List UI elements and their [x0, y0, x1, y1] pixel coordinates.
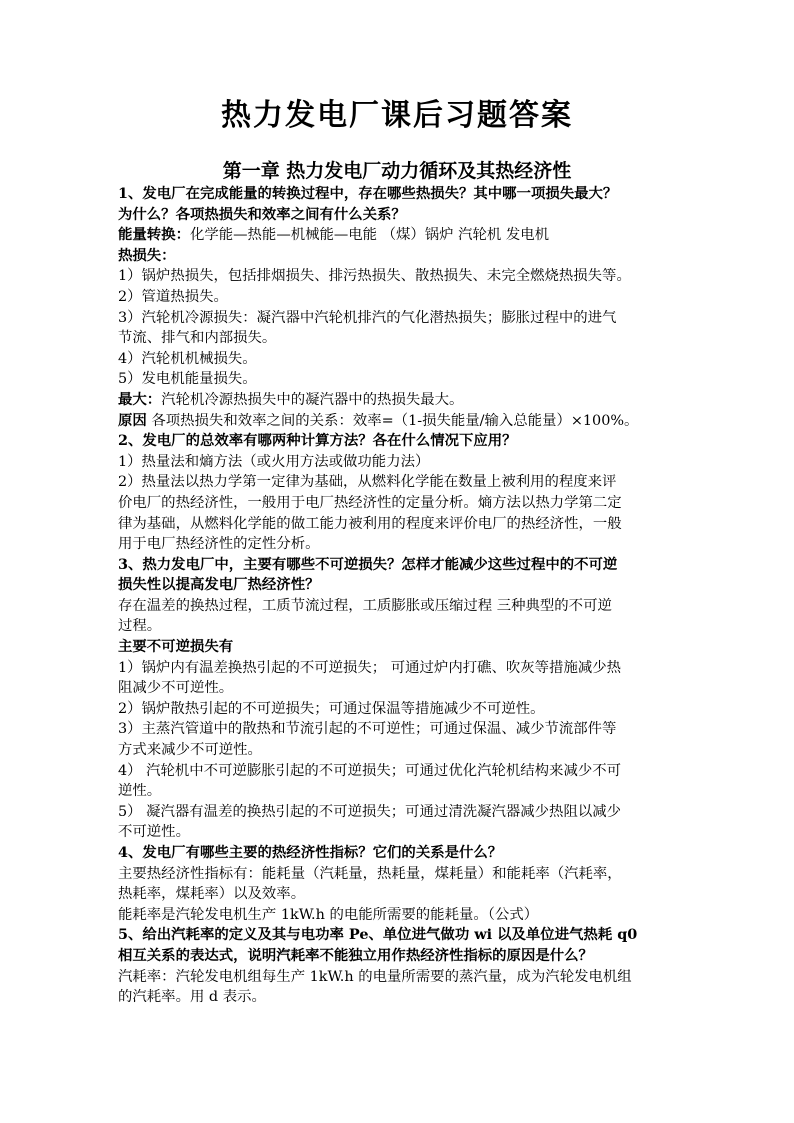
question-line: 损失性以提高发电厂热经济性？	[118, 576, 320, 594]
question-line: 相互关系的表达式，说明汽耗率不能独立用作热经济性指标的原因是什么？	[118, 946, 593, 964]
answer-line: 1）锅炉热损失，包括排烟损失、排污热损失、散热损失、未完全燃烧热损失等。	[118, 268, 631, 285]
answer-line: 用于电厂热经济性的定性分析。	[118, 536, 320, 553]
answer-line: 热耗率，煤耗率）以及效率。	[118, 886, 306, 903]
answer-line: 3）主蒸汽管道中的散热和节流引起的不可逆性；可通过保温、减少节流部件等	[118, 721, 617, 738]
answer-line: 不可逆性。	[118, 824, 190, 841]
answer-line: 逆性。	[118, 783, 162, 800]
answer-line: 4）汽轮机机械损失。	[118, 350, 257, 367]
answer-line: 1）热量法和熵方法（或火用方法或做功能力法）	[118, 453, 430, 470]
answer-line: 过程。	[118, 618, 162, 635]
question-line: 为什么？各项热损失和效率之间有什么关系？	[118, 205, 406, 223]
answer-line: 存在温差的换热过程，工质节流过程，工质膨胀或压缩过程 三种典型的不可逆	[118, 597, 612, 614]
answer-line: 2）管道热损失。	[118, 288, 228, 305]
answer-line: 能耗率是汽轮发电机生产 1kW.h 的电能所需要的能耗量。（公式）	[118, 906, 539, 923]
question-line: 1、发电厂在完成能量的转换过程中，存在哪些热损失？其中哪一项损失最大？	[118, 185, 618, 202]
labeled-line	[118, 390, 698, 411]
line-label: 原因	[118, 411, 147, 429]
answer-line: 主要热经济性指标有：能耗量（汽耗量，热耗量，煤耗量）和能耗率（汽耗率，	[118, 865, 622, 882]
question-line: 5、给出汽耗率的定义及其与电功率 Pe、单位进气做功 wi 以及单位进气热耗 q0	[118, 926, 638, 944]
answer-line: 方式来减少不可逆性。	[118, 742, 262, 759]
question-line: 4、发电厂有哪些主要的热经济性指标？它们的关系是什么？	[118, 844, 503, 861]
answer-line: 阻减少不可逆性。	[118, 680, 234, 697]
question-line: 主要不可逆损失有	[118, 638, 234, 656]
question-line: 3、热力发电厂中，主要有哪些不可逆损失？怎样才能减少这些过程中的不可逆	[118, 555, 618, 573]
answer-line: 节流、排气和内部损失。	[118, 330, 277, 347]
body-text	[118, 184, 698, 1008]
line-label: 最大：	[118, 390, 162, 408]
chapter-heading: 第一章 热力发电厂动力循环及其热经济性	[222, 160, 572, 182]
answer-line: 1）锅炉内有温差换热引起的不可逆损失； 可通过炉内打礁、吹灰等措施减少热	[118, 659, 622, 676]
question-line: 热损失：	[118, 246, 176, 264]
question-line: 2、发电厂的总效率有哪两种计算方法？各在什么情况下应用？	[118, 432, 517, 450]
answer-line: 2）热量法以热力学第一定律为基础，从燃料化学能在数量上被利用的程度来评	[118, 474, 617, 491]
line-label: 能量转换：	[118, 226, 190, 244]
answer-line: 5） 凝汽器有温差的换热引起的不可逆损失；可通过清洗凝汽器减少热阻以减少	[118, 803, 622, 820]
answer-line: 5）发电机能量损失。	[118, 371, 257, 388]
line-text: 汽轮机冷源热损失中的凝汽器中的热损失最大。	[161, 391, 464, 408]
answer-line: 汽耗率：汽轮发电机组每生产 1kW.h 的电量所需要的蒸汽量，成为汽轮发电机组	[118, 968, 632, 985]
document-title: 热力发电厂课后习题答案	[221, 98, 573, 133]
labeled-line	[118, 411, 698, 432]
labeled-line	[118, 225, 698, 246]
line-text: 化学能—热能—机械能—电能 （煤）锅炉 汽轮机 发电机	[189, 227, 550, 244]
answer-line: 4） 汽轮机中不可逆膨胀引起的不可逆损失；可通过优化汽轮机结构来减少不可	[118, 762, 622, 779]
answer-line: 3）汽轮机冷源损失：凝汽器中汽轮机排汽的气化潜热损失；膨胀过程中的进气	[118, 309, 617, 326]
answer-line: 的汽耗率。用 d 表示。	[118, 989, 266, 1006]
answer-line: 2）锅炉散热引起的不可逆损失；可通过保温等措施减少不可逆性。	[118, 700, 545, 717]
answer-line: 律为基础，从燃料化学能的做工能力被利用的程度来评价电厂的热经济性，一般	[118, 515, 622, 532]
answer-line: 价电厂的热经济性，一般用于电厂热经济性的定量分析。熵方法以热力学第二定	[118, 494, 622, 511]
line-text: 各项热损失和效率之间的关系：效率=（1-损失能量/输入总能量）×100%。	[146, 412, 639, 429]
